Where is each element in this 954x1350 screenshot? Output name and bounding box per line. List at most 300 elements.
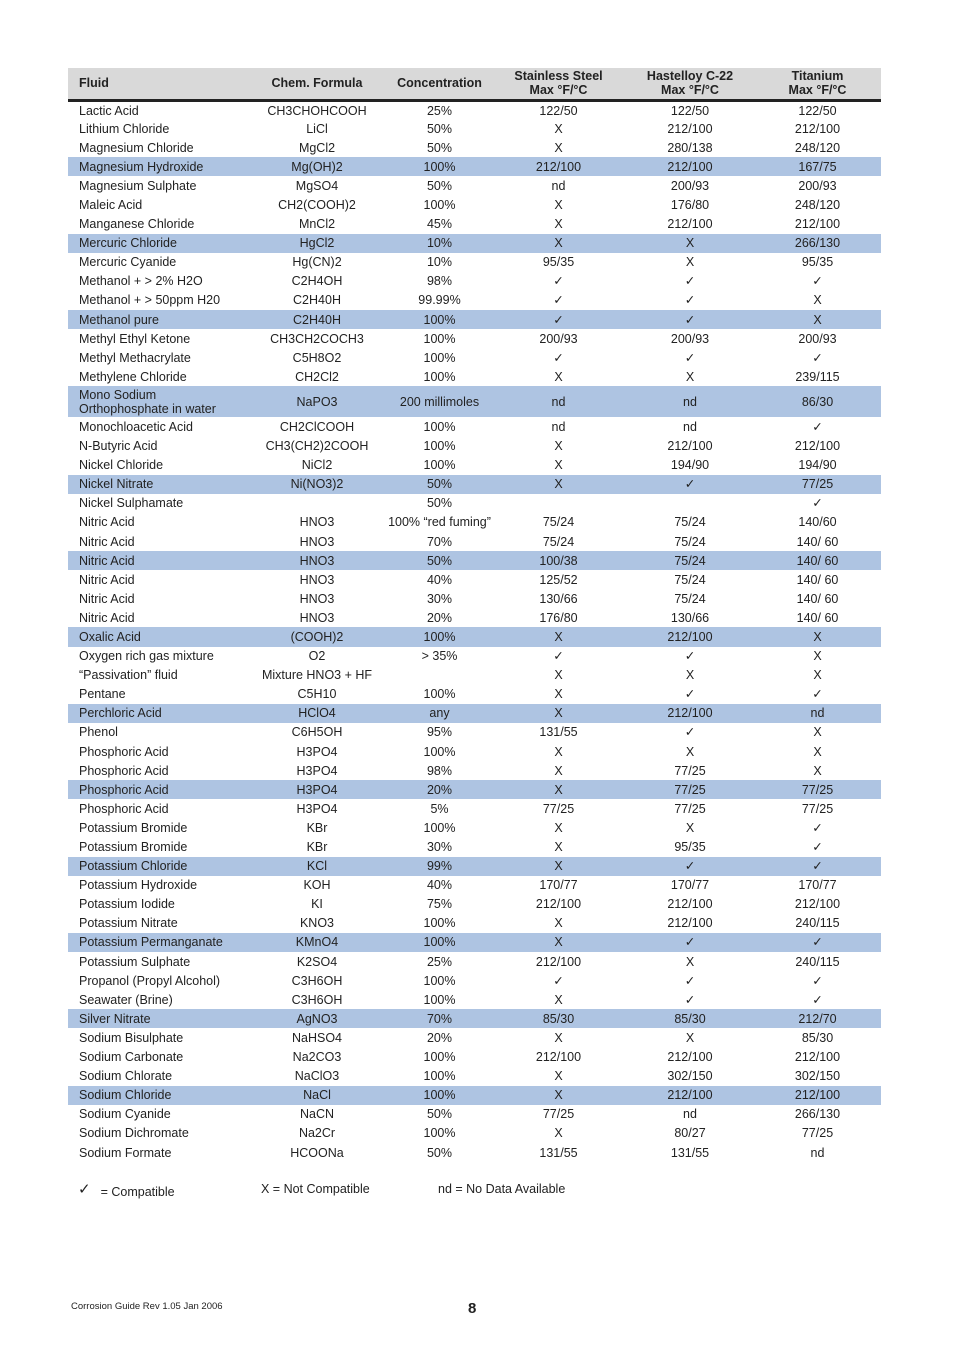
cell-stainless-steel: 75/24 xyxy=(542,515,575,530)
header-stainless-steel-unit: Max °F/°C xyxy=(529,83,588,98)
cell-stainless-steel: X xyxy=(491,933,626,952)
cell-titanium: 200/93 xyxy=(798,178,837,193)
cell-titanium: ✓ xyxy=(812,687,823,702)
cell-fluid: Nitric Acid xyxy=(79,591,135,606)
cell-stainless-steel: X xyxy=(554,1126,563,1141)
cell-stainless-steel: X xyxy=(554,1030,563,1045)
cell-stainless-steel: X xyxy=(554,840,563,855)
table-row xyxy=(68,119,881,138)
table-row xyxy=(68,532,881,551)
cell-titanium: 86/30 xyxy=(754,386,881,417)
corrosion-table xyxy=(68,68,881,1162)
cell-concentration: 100% xyxy=(423,198,456,213)
cell-concentration: 40% xyxy=(426,878,453,893)
cell-formula: KBr xyxy=(306,820,328,835)
cell-stainless-steel: 85/30 xyxy=(491,1009,626,1028)
cell-stainless-steel: 170/77 xyxy=(539,878,578,893)
cell-titanium: X xyxy=(813,668,822,683)
table-row xyxy=(68,234,881,253)
cell-hastelloy: 212/100 xyxy=(667,897,713,912)
cell-stainless-steel: X xyxy=(554,1069,563,1084)
cell-hastelloy xyxy=(626,494,754,513)
cell-formula: HCOONa xyxy=(290,1145,344,1160)
table-row xyxy=(68,100,881,119)
table-row xyxy=(68,857,881,876)
cell-formula: CH2ClCOOH xyxy=(279,419,355,434)
cell-stainless-steel: X xyxy=(491,627,626,646)
header-hastelloy xyxy=(626,68,754,100)
cell-titanium: 240/115 xyxy=(795,916,840,931)
cell-fluid: Sodium Dichromate xyxy=(79,1126,189,1141)
table-row xyxy=(68,456,881,475)
table-row xyxy=(68,417,881,436)
header-hastelloy-title: Hastelloy C-22 xyxy=(646,69,734,84)
cell-titanium: 200/93 xyxy=(798,331,837,346)
cell-fluid: Oxalic Acid xyxy=(68,627,246,646)
cell-fluid: Potassium Bromide xyxy=(79,840,188,855)
table-row xyxy=(68,895,881,914)
cell-titanium: 212/100 xyxy=(794,121,841,136)
table-row xyxy=(68,272,881,291)
cell-hastelloy: 77/25 xyxy=(674,801,706,816)
cell-concentration: 10% xyxy=(426,255,453,270)
cell-stainless-steel: X xyxy=(491,475,626,494)
cell-concentration: 50% xyxy=(426,496,453,511)
cell-fluid: Mercuric Chloride xyxy=(68,234,246,253)
cell-fluid: Potassium Chloride xyxy=(68,857,246,876)
cell-formula: CH3(CH2)2COOH xyxy=(265,439,369,454)
cell-concentration: > 35% xyxy=(421,649,458,664)
cell-fluid: Lithium Chloride xyxy=(79,121,170,136)
cell-hastelloy: 77/25 xyxy=(626,780,754,799)
cell-fluid: Magnesium Sulphate xyxy=(79,178,197,193)
cell-concentration: 100% xyxy=(423,439,456,454)
cell-titanium: ✓ xyxy=(812,496,823,511)
cell-hastelloy: X xyxy=(685,1030,695,1045)
table-row xyxy=(68,876,881,895)
cell-stainless-steel: ✓ xyxy=(553,973,564,988)
cell-fluid: Potassium Iodide xyxy=(79,897,175,912)
cell-concentration: 30% xyxy=(426,840,453,855)
cell-titanium: 212/100 xyxy=(794,217,841,232)
cell-formula: (COOH)2 xyxy=(246,627,388,646)
cell-titanium: ✓ xyxy=(754,857,881,876)
cell-fluid: Nickel Sulphamate xyxy=(79,496,184,511)
cell-hastelloy: 77/25 xyxy=(674,763,706,778)
cell-titanium: 77/25 xyxy=(801,801,834,816)
cell-hastelloy: 131/55 xyxy=(670,1145,710,1160)
cell-concentration: 100% xyxy=(423,1069,456,1084)
cell-stainless-steel: X xyxy=(491,1086,626,1105)
cell-hastelloy: ✓ xyxy=(684,293,696,308)
table-row xyxy=(68,589,881,608)
cell-concentration: 50% xyxy=(426,1107,453,1122)
cell-formula: C5H10 xyxy=(297,687,337,702)
cell-formula: NiCl2 xyxy=(301,458,333,473)
cell-hastelloy: 75/24 xyxy=(674,515,706,530)
cell-stainless-steel: 95/35 xyxy=(542,255,575,270)
cell-formula: H3PO4 xyxy=(296,763,338,778)
cell-concentration: 95% xyxy=(426,725,453,740)
table-row xyxy=(68,647,881,666)
cell-titanium: 140/ 60 xyxy=(796,591,839,606)
cell-stainless-steel: 212/100 xyxy=(535,1050,582,1065)
cell-concentration: 100% xyxy=(388,1086,491,1105)
cell-stainless-steel: X xyxy=(554,763,563,778)
cell-fluid: Nickel Nitrate xyxy=(68,475,246,494)
cell-titanium: 212/100 xyxy=(754,1086,881,1105)
cell-concentration: 100% xyxy=(423,1050,456,1065)
table-row xyxy=(68,437,881,456)
table-row xyxy=(68,551,881,570)
cell-formula: KMnO4 xyxy=(246,933,388,952)
cell-concentration: 100% xyxy=(423,1126,456,1141)
cell-stainless-steel: 131/55 xyxy=(539,725,578,740)
cell-stainless-steel: X xyxy=(554,992,563,1007)
table-row xyxy=(68,608,881,627)
cell-concentration: 30% xyxy=(426,591,453,606)
cell-hastelloy: X xyxy=(685,369,695,384)
cell-formula: C3H6OH xyxy=(291,992,343,1007)
cell-fluid: Methanol pure xyxy=(68,310,246,329)
cell-titanium: 248/120 xyxy=(794,140,841,155)
cell-stainless-steel: X xyxy=(491,234,626,253)
cell-hastelloy: 75/24 xyxy=(674,534,706,549)
cell-titanium: ✓ xyxy=(812,274,823,289)
cell-hastelloy: 170/77 xyxy=(670,878,710,893)
cell-titanium: X xyxy=(813,293,822,308)
cell-fluid: Potassium Hydroxide xyxy=(79,878,198,893)
cell-formula: MgCl2 xyxy=(298,140,336,155)
legend-compatible xyxy=(78,1182,175,1200)
cell-stainless-steel: X xyxy=(491,704,626,723)
cell-hastelloy: 212/100 xyxy=(626,704,754,723)
cell-titanium: 77/25 xyxy=(801,1126,834,1141)
cell-formula: C2H4OH xyxy=(291,274,343,289)
header-formula: Chem. Formula xyxy=(246,68,388,100)
cell-fluid: Seawater (Brine) xyxy=(79,992,173,1007)
footer-document-info: Corrosion Guide Rev 1.05 Jan 2006 xyxy=(71,1301,223,1312)
table-row xyxy=(68,1105,881,1124)
cell-formula: NaCl xyxy=(246,1086,388,1105)
cell-formula: CH3CH2COCH3 xyxy=(270,331,364,346)
cell-titanium: X xyxy=(813,763,822,778)
cell-hastelloy: X xyxy=(685,820,695,835)
cell-fluid: Sodium Formate xyxy=(79,1145,172,1160)
table-row xyxy=(68,933,881,952)
cell-formula: K2SO4 xyxy=(296,954,338,969)
table-row xyxy=(68,761,881,780)
table-row xyxy=(68,513,881,532)
cell-formula: Ni(NO3)2 xyxy=(246,475,388,494)
cell-formula: KBr xyxy=(306,840,328,855)
cell-formula: NaHSO4 xyxy=(291,1030,343,1045)
cell-titanium: X xyxy=(813,725,822,740)
cell-stainless-steel: nd xyxy=(551,419,566,434)
cell-formula: AgNO3 xyxy=(246,1009,388,1028)
header-stainless-steel-title: Stainless Steel xyxy=(514,69,603,84)
cell-formula: NaPO3 xyxy=(246,386,388,417)
cell-fluid: Methyl Ethyl Ketone xyxy=(79,331,191,346)
cell-concentration: 200 millimoles xyxy=(388,386,491,417)
table-row xyxy=(68,666,881,685)
cell-titanium: 194/90 xyxy=(798,458,837,473)
cell-hastelloy: ✓ xyxy=(626,857,754,876)
cell-hastelloy: X xyxy=(685,744,695,759)
cell-formula: CH2(COOH)2 xyxy=(278,198,356,213)
cell-concentration: 50% xyxy=(426,121,453,136)
cell-titanium: 140/60 xyxy=(798,515,837,530)
cell-fluid: Methanol + > 2% H2O xyxy=(79,274,203,289)
cell-concentration: 99.99% xyxy=(418,293,461,308)
cell-stainless-steel: 130/66 xyxy=(539,591,578,606)
cell-hastelloy: nd xyxy=(683,1107,697,1122)
checkmark-icon: ✓ xyxy=(78,1181,91,1198)
cell-formula: H3PO4 xyxy=(246,780,388,799)
cell-fluid: Phosphoric Acid xyxy=(79,763,169,778)
cell-concentration: 100% xyxy=(423,973,456,988)
table-row xyxy=(68,1009,881,1028)
header-hastelloy-unit: Max °F/°C xyxy=(661,83,719,98)
table-row xyxy=(68,990,881,1009)
cell-fluid: Manganese Chloride xyxy=(79,217,195,232)
cell-concentration xyxy=(388,666,491,685)
header-titanium-title: Titanium xyxy=(791,69,844,84)
table-row xyxy=(68,138,881,157)
cell-formula: NaClO3 xyxy=(294,1069,340,1084)
cell-hastelloy: 130/66 xyxy=(670,610,710,625)
cell-hastelloy: 85/30 xyxy=(626,1009,754,1028)
cell-stainless-steel xyxy=(491,494,626,513)
cell-formula: HNO3 xyxy=(299,515,335,530)
cell-formula: HNO3 xyxy=(299,572,335,587)
cell-fluid: Phenol xyxy=(79,725,118,740)
cell-formula: C5H8O2 xyxy=(292,350,342,365)
header-titanium-unit: Max °F/°C xyxy=(788,83,847,98)
cell-concentration: 20% xyxy=(426,1030,453,1045)
cell-fluid: Oxygen rich gas mixture xyxy=(79,649,214,664)
cell-concentration: 25% xyxy=(426,104,453,119)
table-row xyxy=(68,367,881,386)
cell-formula: Na2Cr xyxy=(298,1126,336,1141)
cell-titanium: 77/25 xyxy=(754,780,881,799)
cell-fluid: Mercuric Cyanide xyxy=(79,255,177,270)
cell-stainless-steel: 100/38 xyxy=(491,551,626,570)
table-row xyxy=(68,1143,881,1162)
cell-fluid: Maleic Acid xyxy=(79,198,143,213)
cell-fluid: Magnesium Chloride xyxy=(79,140,194,155)
cell-titanium: X xyxy=(813,649,822,664)
cell-concentration: 70% xyxy=(388,1009,491,1028)
cell-fluid: Phosphoric Acid xyxy=(79,801,169,816)
cell-titanium: ✓ xyxy=(812,350,823,365)
cell-hastelloy: 176/80 xyxy=(670,198,710,213)
cell-titanium: 212/70 xyxy=(754,1009,881,1028)
cell-fluid: Nitric Acid xyxy=(79,610,135,625)
cell-stainless-steel: X xyxy=(554,744,563,759)
cell-concentration: 50% xyxy=(426,140,453,155)
cell-titanium: ✓ xyxy=(812,840,823,855)
cell-formula: Hg(CN)2 xyxy=(292,255,342,270)
cell-stainless-steel: X xyxy=(554,369,563,384)
cell-hastelloy: 212/100 xyxy=(667,439,713,454)
cell-stainless-steel: 122/50 xyxy=(539,104,578,119)
cell-titanium: 140/ 60 xyxy=(796,610,839,625)
table-row xyxy=(68,971,881,990)
cell-concentration: 100% xyxy=(423,458,456,473)
legend-not-compatible: X = Not Compatible xyxy=(261,1182,370,1196)
cell-titanium: 212/100 xyxy=(794,1050,841,1065)
cell-concentration: 25% xyxy=(426,954,453,969)
cell-fluid: Sodium Chlorate xyxy=(79,1069,173,1084)
cell-hastelloy: 212/100 xyxy=(626,157,754,176)
table-row xyxy=(68,837,881,856)
cell-formula: CH3CHOHCOOH xyxy=(267,104,367,119)
table-row xyxy=(68,310,881,329)
cell-hastelloy: 212/100 xyxy=(667,217,713,232)
cell-concentration: 5% xyxy=(430,801,449,816)
cell-hastelloy: 280/138 xyxy=(667,140,713,155)
cell-formula: NaCN xyxy=(299,1107,335,1122)
cell-fluid: Magnesium Hydroxide xyxy=(68,157,246,176)
cell-titanium: 266/130 xyxy=(754,234,881,253)
cell-concentration: 50% xyxy=(388,551,491,570)
cell-stainless-steel: X xyxy=(554,140,563,155)
cell-formula: Mixture HNO3 + HF xyxy=(261,668,373,683)
legend-compatible-label: = Compatible xyxy=(100,1185,175,1199)
cell-stainless-steel: ✓ xyxy=(553,649,564,664)
cell-titanium: 95/35 xyxy=(801,255,834,270)
cell-formula: O2 xyxy=(308,649,326,664)
cell-hastelloy: ✓ xyxy=(684,725,696,740)
cell-titanium: X xyxy=(754,627,881,646)
cell-fluid: Sodium Carbonate xyxy=(79,1050,184,1065)
table-row xyxy=(68,386,881,417)
cell-stainless-steel: 75/24 xyxy=(542,534,575,549)
cell-concentration: 98% xyxy=(426,274,453,289)
cell-fluid: Nickel Chloride xyxy=(79,458,164,473)
legend xyxy=(78,1182,778,1202)
cell-formula: CH2Cl2 xyxy=(295,369,339,384)
cell-stainless-steel: X xyxy=(554,687,563,702)
table-row xyxy=(68,799,881,818)
cell-stainless-steel: 131/55 xyxy=(539,1145,578,1160)
table-row xyxy=(68,329,881,348)
cell-concentration: 100% xyxy=(423,331,456,346)
cell-concentration: 10% xyxy=(388,234,491,253)
cell-hastelloy: 302/150 xyxy=(667,1069,713,1084)
cell-stainless-steel: ✓ xyxy=(553,293,564,308)
cell-stainless-steel: X xyxy=(554,668,563,683)
cell-titanium: ✓ xyxy=(812,820,823,835)
cell-formula: KCl xyxy=(246,857,388,876)
cell-stainless-steel: X xyxy=(554,121,563,136)
table-row xyxy=(68,627,881,646)
cell-formula: MgSO4 xyxy=(295,178,339,193)
table-row xyxy=(68,818,881,837)
cell-stainless-steel: 212/100 xyxy=(491,157,626,176)
table-row xyxy=(68,253,881,272)
cell-titanium: 140/ 60 xyxy=(796,572,839,587)
cell-concentration: 100% xyxy=(423,744,456,759)
cell-hastelloy: 95/35 xyxy=(674,840,706,855)
cell-titanium: 140/ 60 xyxy=(796,534,839,549)
cell-formula: KOH xyxy=(303,878,331,893)
cell-formula: KNO3 xyxy=(299,916,335,931)
cell-fluid: Sodium Chloride xyxy=(68,1086,246,1105)
cell-hastelloy: 212/100 xyxy=(667,121,713,136)
cell-concentration: 20% xyxy=(426,610,453,625)
cell-fluid: Potassium Nitrate xyxy=(79,916,178,931)
cell-concentration: 100% xyxy=(388,627,491,646)
page-number: 8 xyxy=(468,1300,477,1317)
cell-hastelloy: 122/50 xyxy=(670,104,710,119)
table-row xyxy=(68,195,881,214)
cell-concentration: 99% xyxy=(388,857,491,876)
cell-stainless-steel: X xyxy=(554,217,563,232)
cell-stainless-steel: X xyxy=(554,439,563,454)
cell-formula: C6H5OH xyxy=(291,725,343,740)
cell-concentration: 98% xyxy=(426,763,453,778)
cell-stainless-steel: nd xyxy=(491,386,626,417)
cell-concentration: 70% xyxy=(426,534,453,549)
cell-concentration: 40% xyxy=(426,572,453,587)
cell-stainless-steel: 77/25 xyxy=(542,801,575,816)
cell-concentration: 100% xyxy=(423,916,456,931)
legend-no-data: nd = No Data Available xyxy=(438,1182,566,1196)
cell-formula: Na2CO3 xyxy=(292,1050,342,1065)
cell-fluid: Nitric Acid xyxy=(79,515,135,530)
cell-stainless-steel: X xyxy=(554,916,563,931)
table-row xyxy=(68,475,881,494)
cell-stainless-steel: 125/52 xyxy=(539,572,578,587)
cell-titanium: ✓ xyxy=(812,992,823,1007)
cell-concentration: 100% xyxy=(388,310,491,329)
cell-fluid: Sodium Bisulphate xyxy=(79,1030,184,1045)
cell-titanium: ✓ xyxy=(754,933,881,952)
table-row xyxy=(68,215,881,234)
cell-titanium: 212/100 xyxy=(794,897,841,912)
cell-formula: KI xyxy=(311,897,323,912)
cell-titanium: ✓ xyxy=(812,419,823,434)
cell-stainless-steel: ✓ xyxy=(553,350,564,365)
cell-stainless-steel: nd xyxy=(551,178,566,193)
cell-fluid: Potassium Permanganate xyxy=(68,933,246,952)
cell-formula: Mg(OH)2 xyxy=(246,157,388,176)
table-row xyxy=(68,952,881,971)
cell-fluid: Nitric Acid xyxy=(79,534,135,549)
cell-stainless-steel: 77/25 xyxy=(542,1107,575,1122)
cell-concentration: 75% xyxy=(426,897,453,912)
cell-formula: HNO3 xyxy=(299,591,335,606)
cell-formula: H3PO4 xyxy=(296,801,338,816)
cell-concentration: 100% “red fuming” xyxy=(388,515,491,530)
cell-titanium: nd xyxy=(810,1145,825,1160)
cell-hastelloy: 75/24 xyxy=(674,591,706,606)
table-row xyxy=(68,1086,881,1105)
cell-concentration: any xyxy=(388,704,491,723)
cell-stainless-steel: X xyxy=(554,820,563,835)
cell-hastelloy: ✓ xyxy=(684,973,696,988)
cell-hastelloy: ✓ xyxy=(626,933,754,952)
cell-stainless-steel: X xyxy=(491,857,626,876)
cell-titanium: 170/77 xyxy=(798,878,837,893)
cell-hastelloy: 212/100 xyxy=(626,627,754,646)
cell-hastelloy: ✓ xyxy=(684,687,696,702)
header-titanium xyxy=(754,68,881,100)
cell-fluid: Mono Sodium Orthophosphate in water xyxy=(68,386,246,417)
cell-hastelloy: 80/27 xyxy=(674,1126,706,1141)
